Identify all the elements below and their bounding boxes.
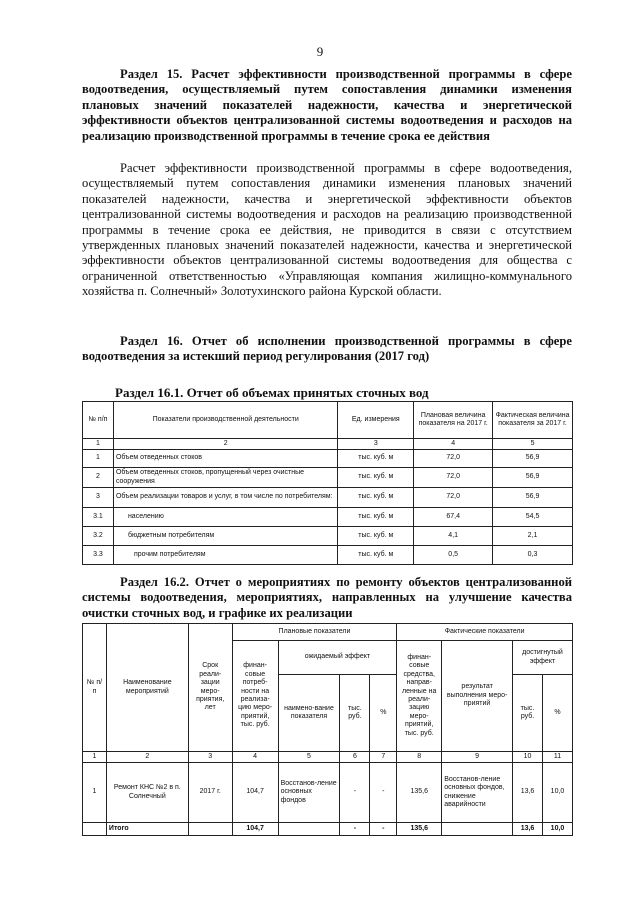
row-number: 1: [83, 450, 114, 468]
column-number: 8: [397, 752, 442, 763]
column-number-row: [83, 752, 573, 763]
total-label: Итого: [106, 823, 188, 836]
row-plan: 4,1: [414, 527, 493, 546]
row-fact: 56,9: [493, 450, 573, 468]
row-number: 1: [83, 763, 107, 823]
header-cell: Наименование мероприятий: [106, 624, 188, 752]
row-fact: 2,1: [493, 527, 573, 546]
header-cell: ожидаемый эффект: [278, 641, 397, 675]
header-cell: наимено-вание показателя: [278, 675, 340, 752]
row-effect-pct: -: [370, 763, 397, 823]
total-empty-cell: [83, 823, 107, 836]
column-number: 3: [338, 439, 414, 450]
row-achieved-rub: 13,6: [513, 763, 543, 823]
header-cell: достигнутый эффект: [513, 641, 573, 675]
section-15-heading: Раздел 15. Расчет эффективности производственной программы в сфере водоотведения, осуществляемый путем сопоставления динамики изменения плановых значений показателей надежности, качества и энергетической эффективности объектов централизованной системы водоотведения и расходов на реализацию производственной программы в течение срока ее действия: [82, 67, 572, 143]
header-cell: Фактические показатели: [397, 624, 573, 641]
header-cell: финан-совые средства, направ-ленные на реали-зацию меро-приятий, тыс. руб.: [397, 641, 442, 752]
row-plan: 72,0: [414, 450, 493, 468]
row-plan: 0,5: [414, 546, 493, 565]
header-cell: Плановая величина показателя на 2017 г.: [414, 402, 493, 439]
column-number: 4: [414, 439, 493, 450]
header-cell: № п/п: [83, 402, 114, 439]
section-16-1-heading: Раздел 16.1. Отчет об объемах принятых сточных вод: [115, 385, 429, 400]
row-number: 2: [83, 468, 114, 488]
row-unit: тыс. куб. м: [338, 527, 414, 546]
table-row: [83, 488, 573, 508]
total-effect-rub: -: [340, 823, 370, 836]
row-plan: 72,0: [414, 488, 493, 508]
header-cell: %: [542, 675, 572, 752]
total-row: [83, 823, 573, 836]
total-empty-cell: [188, 823, 232, 836]
row-term: 2017 г.: [188, 763, 232, 823]
total-empty-cell: [278, 823, 340, 836]
page-number: 9: [316, 44, 324, 59]
column-number: 1: [83, 752, 107, 763]
row-achieved-pct: 10,0: [542, 763, 572, 823]
column-number: 5: [278, 752, 340, 763]
column-number: 2: [113, 439, 337, 450]
column-number: 9: [442, 752, 513, 763]
header-cell: тыс. руб.: [340, 675, 370, 752]
row-fact: 56,9: [493, 468, 573, 488]
total-achieved-pct: 10,0: [542, 823, 572, 836]
table-header-row: [83, 624, 573, 641]
header-cell: финан-совые потреб-ности на реализа-цию меро-приятий, тыс. руб.: [232, 641, 278, 752]
row-unit: тыс. куб. м: [338, 488, 414, 508]
column-number: 2: [106, 752, 188, 763]
total-effect-pct: -: [370, 823, 397, 836]
total-plan-fin: 104,7: [232, 823, 278, 836]
section-16-heading: Раздел 16. Отчет об исполнении производственной программы в сфере водоотведения за истекший период регулирования (2017 год): [82, 334, 572, 364]
header-cell: тыс. руб.: [513, 675, 543, 752]
row-name: Объем отведенных стоков, пропущенный через очистные сооружения: [113, 468, 337, 488]
header-cell: Плановые показатели: [232, 624, 397, 641]
row-name: Ремонт КНС №2 в п. Солнечный: [106, 763, 188, 823]
row-plan: 67,4: [414, 508, 493, 527]
header-cell: Срок реали-зации меро-приятия, лет: [188, 624, 232, 752]
volumes-table: [82, 401, 573, 565]
header-cell: результат выполнения меро-приятий: [442, 641, 513, 752]
table-row: [83, 468, 573, 488]
header-cell: Фактическая величина показателя за 2017 г.: [493, 402, 573, 439]
row-number: 3.1: [83, 508, 114, 527]
row-plan: 72,0: [414, 468, 493, 488]
table-row: [83, 763, 573, 823]
section-15-body: Расчет эффективности производственной программы в сфере водоотведения, осуществляемый путем сопоставления динамики изменения плановых значений показателей надежности, качества и энергетической эффективности объектов централизованной системы водоотведения и расходов на реализацию производственной программы в течение срока ее действия, не приводится в связи с отсутствием утвержденных плановых значений показателей надежности, качества и энергетической эффективности объектов централизованной системы водоотведения для общества с ограниченной ответственностью «Управляющая компания жилищно-коммунального хозяйства п. Солнечный» Золотухинского района Курской области.: [82, 161, 572, 299]
row-name: прочим потребителям: [113, 546, 337, 565]
row-fact: 54,5: [493, 508, 573, 527]
row-unit: тыс. куб. м: [338, 450, 414, 468]
total-achieved-rub: 13,6: [513, 823, 543, 836]
row-unit: тыс. куб. м: [338, 468, 414, 488]
table-header-row: [83, 402, 573, 439]
row-effect-rub: -: [340, 763, 370, 823]
row-fact: 56,9: [493, 488, 573, 508]
table-row: [83, 450, 573, 468]
row-plan-fin: 104,7: [232, 763, 278, 823]
row-name: Объем отведенных стоков: [113, 450, 337, 468]
row-name: населению: [113, 508, 337, 527]
row-unit: тыс. куб. м: [338, 508, 414, 527]
row-name: Объем реализации товаров и услуг, в том числе по потребителям:: [113, 488, 337, 508]
table-row: [83, 546, 573, 565]
column-number: 7: [370, 752, 397, 763]
header-cell: Показатели производственной деятельности: [113, 402, 337, 439]
header-cell: Ед. измерения: [338, 402, 414, 439]
column-number: 11: [542, 752, 572, 763]
row-number: 3.2: [83, 527, 114, 546]
row-fact: 0,3: [493, 546, 573, 565]
row-number: 3: [83, 488, 114, 508]
column-number: 4: [232, 752, 278, 763]
total-fact-fin: 135,6: [397, 823, 442, 836]
row-fact-fin: 135,6: [397, 763, 442, 823]
column-number: 5: [493, 439, 573, 450]
row-effect-name: Восстанов-ление основных фондов: [278, 763, 340, 823]
row-result: Восстанов-ление основных фондов, снижение аварийности: [442, 763, 513, 823]
header-cell: № п/п: [83, 624, 107, 752]
column-number: 6: [340, 752, 370, 763]
header-cell: %: [370, 675, 397, 752]
row-name: бюджетным потребителям: [113, 527, 337, 546]
section-16-2-heading: Раздел 16.2. Отчет о мероприятиях по ремонту объектов централизованной системы водоотведения, мероприятиях, направленных на улучшение качества очистки сточных вод, и графике их реализации: [82, 575, 572, 620]
measures-table: [82, 623, 573, 836]
row-unit: тыс. куб. м: [338, 546, 414, 565]
table-row: [83, 508, 573, 527]
total-empty-cell: [442, 823, 513, 836]
row-number: 3.3: [83, 546, 114, 565]
table-row: [83, 527, 573, 546]
column-number: 10: [513, 752, 543, 763]
column-number: 1: [83, 439, 114, 450]
column-number-row: [83, 439, 573, 450]
column-number: 3: [188, 752, 232, 763]
